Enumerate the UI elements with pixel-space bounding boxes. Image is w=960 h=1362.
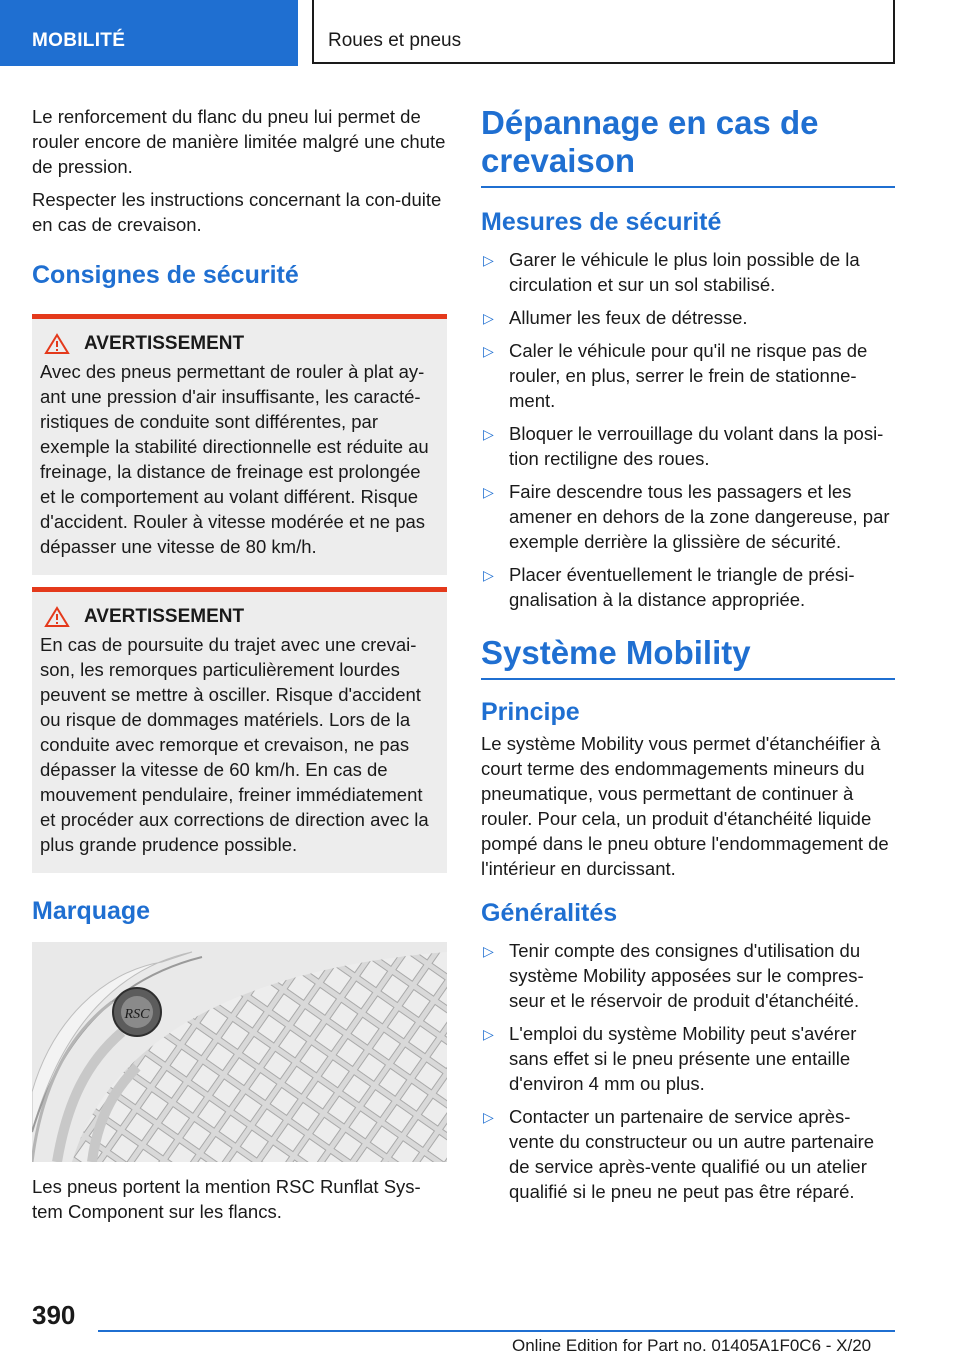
page-header — [0, 0, 960, 66]
edition-text: Online Edition for Part no. 01405A1F0C6 - X/20 — [512, 1336, 872, 1355]
warning-title: AVERTISSEMENT — [84, 333, 245, 354]
list-item: ▷ Bloquer le verrouillage du volant dans la posi‐tion rectiligne des roues. — [483, 423, 884, 469]
warning-box — [32, 314, 447, 575]
triangle-bullet-icon: ▷ — [483, 567, 494, 583]
list-item: ▷ Contacter un partenaire de service après‐vente du constructeur ou un autre partenaire de service après-vente qualifié ou un atelier qualifié si le pneu ne peut pas être réparé. — [483, 1106, 875, 1202]
triangle-bullet-icon: ▷ — [483, 943, 494, 959]
list-item: ▷ Garer le véhicule le plus loin possible de la circulation et sur un sol stabilisé. — [483, 249, 860, 295]
triangle-bullet-icon: ▷ — [483, 310, 494, 326]
triangle-bullet-icon: ▷ — [483, 252, 494, 268]
warning-triangle-icon — [44, 606, 70, 628]
intro-paragraph: Respecter les instructions concernant la con‐duite en cas de crevaison. — [32, 189, 442, 235]
marking-heading: Marquage — [32, 897, 151, 925]
general-list — [481, 938, 895, 1204]
list-item: ▷ Allumer les feux de détresse. — [481, 305, 895, 330]
measures-list — [481, 247, 895, 612]
warning-title: AVERTISSEMENT — [84, 606, 245, 627]
triangle-bullet-icon: ▷ — [483, 1026, 494, 1042]
mobility-heading: Système Mobility — [481, 634, 895, 680]
list-item: ▷ Faire descendre tous les passagers et les amener en dehors de la zone dangereuse, par exemple derrière la glissière de sécurité. — [483, 481, 890, 552]
general-heading: Généralités — [481, 899, 618, 927]
intro-paragraph: Le renforcement du flanc du pneu lui permet de rouler encore de manière limitée malgré une chute de pression. — [32, 106, 446, 177]
footer-divider — [98, 1330, 895, 1332]
warning-text: En cas de poursuite du trajet avec une crevai‐son, les remorques particulièrement lourdes peuvent se mettre à osciller. Risque d'accident ou risque de dommages matériels. Lors de la conduite avec remorque et crevaison, ne pas dépasser la vitesse de 60 km/h. En cas de mouvement pendulaire, freiner immédiatement et procéder aux corrections de direction avec la plus grande prudence possible. — [40, 634, 429, 855]
right-column — [481, 104, 895, 1212]
measures-heading: Mesures de sécurité — [481, 208, 722, 236]
list-item: ▷ Placer éventuellement le triangle de prési‐gnalisation à la distance appropriée. — [483, 564, 855, 610]
triangle-bullet-icon: ▷ — [483, 1109, 494, 1125]
safety-heading: Consignes de sécurité — [32, 261, 299, 289]
triangle-bullet-icon: ▷ — [483, 343, 494, 359]
principle-heading: Principe — [481, 698, 580, 726]
warning-triangle-icon — [44, 333, 70, 355]
tire-sidewall-image — [32, 942, 447, 1162]
warning-box — [32, 587, 447, 873]
main-heading: Dépannage en cas de crevaison — [481, 104, 895, 188]
svg-text:RSC: RSC — [124, 1007, 150, 1022]
list-item: ▷ Caler le véhicule pour qu'il ne risque pas de rouler, en plus, serrer le frein de stationne‐ment. — [483, 340, 868, 411]
triangle-bullet-icon: ▷ — [483, 426, 494, 442]
left-column — [32, 104, 447, 1232]
page-number: 390 — [32, 1300, 76, 1330]
image-caption: Les pneus portent la mention RSC Runflat Sys‐tem Component sur les flancs. — [32, 1176, 421, 1222]
chapter-title: Roues et pneus — [312, 0, 895, 64]
section-tab: MOBILITÉ — [0, 0, 298, 66]
list-item: ▷ L'emploi du système Mobility peut s'avérer sans effet si le pneu présente une entaille d'environ 4 mm ou plus. — [483, 1023, 857, 1094]
principle-text: Le système Mobility vous permet d'étanchéifier à court terme des endommagements mineurs du pneumatique, vous permettant de continuer à rouler. Pour cela, un produit d'étanchéité liquide pompé dans le pneu obture l'endommagement de l'intérieur en durcissant. — [481, 733, 889, 879]
list-item: ▷ Tenir compte des consignes d'utilisation du système Mobility apposées sur le compres‐seur et le réservoir de produit d'étanchéité. — [483, 940, 864, 1011]
triangle-bullet-icon: ▷ — [483, 484, 494, 500]
warning-text: Avec des pneus permettant de rouler à plat ay‐ant une pression d'air insuffisante, les caracté‐ristiques de conduite sont différentes, par exemple la stabilité directionnelle est réduite au freinage, la distance de freinage est prolongée et le comportement au volant différent. Risque d'accident. Rouler à vitesse modérée et ne pas dépasser une vitesse de 80 km/h. — [40, 361, 429, 557]
